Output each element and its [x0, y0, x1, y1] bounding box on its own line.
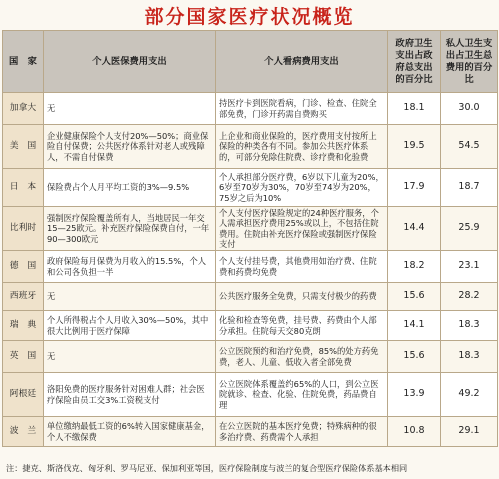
- header-country: 国 家: [3, 31, 44, 93]
- medical-cell: 上企业和商业保险的，医疗费用支付按所上保险的种类各有不同。参加公共医疗体系的，可部分免除住院费、诊疗费和化验费: [216, 125, 388, 169]
- insurance-cell: 单位缴纳最低工资的6%转入国家健康基金，个人不缴保费: [44, 417, 216, 447]
- gov-share-cell: 18.2: [388, 251, 441, 283]
- medical-cell: 个人支付医疗保险规定的24种医疗服务，个人需承担医疗费用25%或以上，不包括住院费用。住院由补充医疗保险或强制医疗保险支付: [216, 207, 388, 251]
- country-cell: 瑞 典: [3, 311, 44, 341]
- country-cell: 西班牙: [3, 283, 44, 311]
- table-row: [3, 417, 498, 447]
- insurance-cell: 无: [44, 341, 216, 373]
- country-cell: 比利时: [3, 207, 44, 251]
- insurance-cell: 强制医疗保险覆盖所有人，当地居民一年交15—25欧元。补充医疗保险保费自付，一年90—300欧元: [44, 207, 216, 251]
- table-row: [3, 373, 498, 417]
- country-cell: 日 本: [3, 169, 44, 207]
- private-share-cell: 28.2: [441, 283, 498, 311]
- country-cell: 英 国: [3, 341, 44, 373]
- private-share-cell: 30.0: [441, 93, 498, 125]
- medical-cell: 在公立医院的基本医疗免费；特殊病种的很多治疗费、药费需个人承担: [216, 417, 388, 447]
- table-row: [3, 169, 498, 207]
- private-share-cell: 54.5: [441, 125, 498, 169]
- insurance-cell: 个人所得税占个人月收入30%—50%，其中很大比例用于医疗保障: [44, 311, 216, 341]
- private-share-cell: 18.3: [441, 341, 498, 373]
- country-cell: 加拿大: [3, 93, 44, 125]
- table-header-row: [3, 31, 498, 93]
- insurance-cell: 政府保险每月保费为月收入的15.5%，个人和公司各负担一半: [44, 251, 216, 283]
- country-cell: 美 国: [3, 125, 44, 169]
- private-share-cell: 49.2: [441, 373, 498, 417]
- insurance-cell: 洛阳免费的医疗服务针对困难人群；社会医疗保险由员工交3%工资税支付: [44, 373, 216, 417]
- country-cell: 阿根廷: [3, 373, 44, 417]
- header-private-share: 私人卫生支出占卫生总费用的百分比: [441, 31, 498, 93]
- insurance-cell: 企业健康保险个人支付20%—50%；商业保险自付保费；公共医疗体系针对老人或残障人，不需自付保费: [44, 125, 216, 169]
- private-share-cell: 18.7: [441, 169, 498, 207]
- gov-share-cell: 17.9: [388, 169, 441, 207]
- private-share-cell: 25.9: [441, 207, 498, 251]
- medical-cell: 个人承担部分医疗费，6岁以下儿童为20%，6岁至70岁为30%，70岁至74岁为20%，75岁之后为10%: [216, 169, 388, 207]
- medical-cell: 公立医院体系覆盖约65%的人口，到公立医院就诊、检查、化验、住院免费，药品费自理: [216, 373, 388, 417]
- medical-cell: 个人支付挂号费，其他费用如治疗费、住院费和药费均免费: [216, 251, 388, 283]
- country-cell: 德 国: [3, 251, 44, 283]
- table-row: [3, 207, 498, 251]
- gov-share-cell: 14.1: [388, 311, 441, 341]
- private-share-cell: 23.1: [441, 251, 498, 283]
- health-overview-table: [2, 30, 498, 447]
- insurance-cell: 无: [44, 93, 216, 125]
- medical-cell: 公立医院预约和治疗免费，85%的处方药免费，老人、儿童、低收入者全部免费: [216, 341, 388, 373]
- gov-share-cell: 18.1: [388, 93, 441, 125]
- table-row: [3, 283, 498, 311]
- table-row: [3, 251, 498, 283]
- private-share-cell: 29.1: [441, 417, 498, 447]
- insurance-cell: 保险费占个人月平均工资的3%—9.5%: [44, 169, 216, 207]
- medical-cell: 持医疗卡到医院看病，门诊、检查、住院全部免费，门诊开药需自费购买: [216, 93, 388, 125]
- table-row: [3, 341, 498, 373]
- page-title: 部分国家医疗状况概览: [144, 6, 355, 28]
- table-row: [3, 93, 498, 125]
- header-personal-medical: 个人看病费用支出: [216, 31, 388, 93]
- table-row: [3, 311, 498, 341]
- gov-share-cell: 13.9: [388, 373, 441, 417]
- table-row: [3, 125, 498, 169]
- medical-cell: 公共医疗服务全免费，只需支付极少的药费: [216, 283, 388, 311]
- gov-share-cell: 14.4: [388, 207, 441, 251]
- header-gov-share: 政府卫生支出占政府总支出的百分比: [388, 31, 441, 93]
- insurance-cell: 无: [44, 283, 216, 311]
- gov-share-cell: 10.8: [388, 417, 441, 447]
- footnote: 注：捷克、斯洛伐克、匈牙利、罗马尼亚、保加利亚等国，医疗保险制度与波兰的复合型医疗保险体系基本相同: [6, 463, 408, 473]
- medical-cell: 化验和检查等免费，挂号费、药费由个人部分承担。住院每天交80克朗: [216, 311, 388, 341]
- gov-share-cell: 19.5: [388, 125, 441, 169]
- gov-share-cell: 15.6: [388, 283, 441, 311]
- header-personal-insurance: 个人医保费用支出: [44, 31, 216, 93]
- private-share-cell: 18.3: [441, 311, 498, 341]
- gov-share-cell: 15.6: [388, 341, 441, 373]
- country-cell: 波 兰: [3, 417, 44, 447]
